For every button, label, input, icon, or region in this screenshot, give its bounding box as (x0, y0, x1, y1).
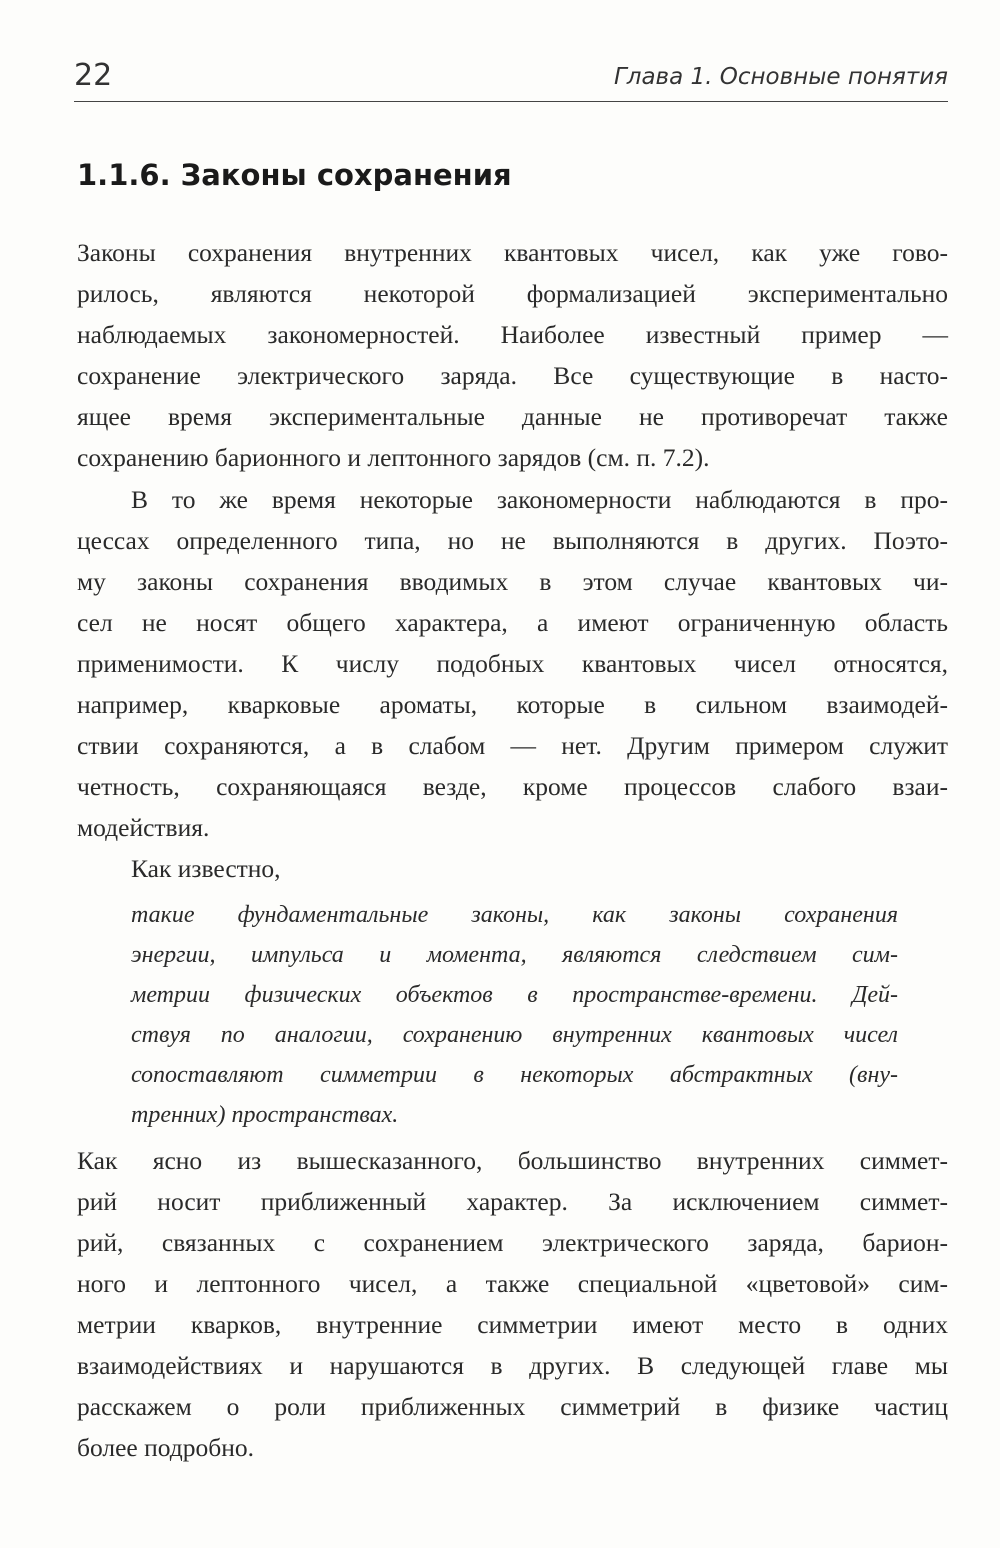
quote-line: ствуя по аналогии, сохранению внутренних квантовых чисел (131, 1022, 898, 1048)
text-line: рий носит приближенный характер. За исключением симмет- (77, 1187, 948, 1216)
quote-line: энергии, импульса и момента, являются следствием сим- (131, 942, 898, 968)
text-line: более подробно. (77, 1433, 255, 1462)
text-line: ного и лептонного чисел, а также специальной «цветовой» сим- (77, 1269, 948, 1298)
text-line: ствии сохраняются, а в слабом — нет. Другим примером служит (77, 731, 948, 760)
quote-block (131, 895, 898, 1135)
text-line: сохранение электрического заряда. Все существующие в насто- (77, 361, 948, 390)
text-line: наблюдаемых закономерностей. Наиболее известный пример — (77, 320, 948, 349)
quote-line: метрии физических объектов в пространстве-времени. Дей- (131, 982, 898, 1008)
text-line: рилось, являются некоторой формализацией экспериментально (77, 279, 948, 308)
paragraph-2 (77, 479, 948, 889)
text-line: модействия. (77, 813, 210, 842)
text-line: цессах определенного типа, но не выполняются в других. Поэто- (77, 526, 948, 555)
quote-line: такие фундаментальные законы, как законы сохранения (131, 902, 898, 928)
text-line: четность, сохраняющаяся везде, кроме процессов слабого взаи- (77, 772, 948, 801)
header-rule (74, 101, 948, 102)
text-line: му законы сохранения вводимых в этом случае квантовых чи- (77, 567, 948, 596)
section-title: 1.1.6. Законы сохранения (77, 158, 512, 192)
text-line: Как ясно из вышесказанного, большинство внутренних симмет- (77, 1146, 948, 1175)
paragraph-1 (77, 232, 948, 478)
text-line: сохранению барионного и лептонного зарядов (см. п. 7.2). (77, 443, 710, 472)
page-number: 22 (74, 58, 113, 93)
paragraph-3 (77, 1140, 948, 1468)
text-line: метрии кварков, внутренние симметрии имеют место в одних (77, 1310, 948, 1339)
text-line: применимости. К числу подобных квантовых чисел относятся, (77, 649, 948, 678)
text-line: взаимодействиях и нарушаются в других. В следующей главе мы (77, 1351, 948, 1380)
text-line: Законы сохранения внутренних квантовых чисел, как уже гово- (77, 238, 948, 267)
text-line: ящее время экспериментальные данные не противоречат также (77, 402, 948, 431)
text-line: расскажем о роли приближенных симметрий в физике частиц (77, 1392, 948, 1421)
text-line: сел не носят общего характера, а имеют ограниченную область (77, 608, 948, 637)
text-line: рий, связанных с сохранением электрического заряда, барион- (77, 1228, 948, 1257)
quote-line: тренних) пространствах. (131, 1102, 399, 1128)
text-line: например, кварковые ароматы, которые в сильном взаимодей- (77, 690, 948, 719)
lead-in: Как известно, (131, 854, 281, 883)
text-line: В то же время некоторые закономерности наблюдаются в про- (131, 485, 948, 514)
running-header-chapter: Глава 1. Основные понятия (613, 64, 948, 90)
quote-line: сопоставляют симметрии в некоторых абстрактных (вну- (131, 1062, 898, 1088)
